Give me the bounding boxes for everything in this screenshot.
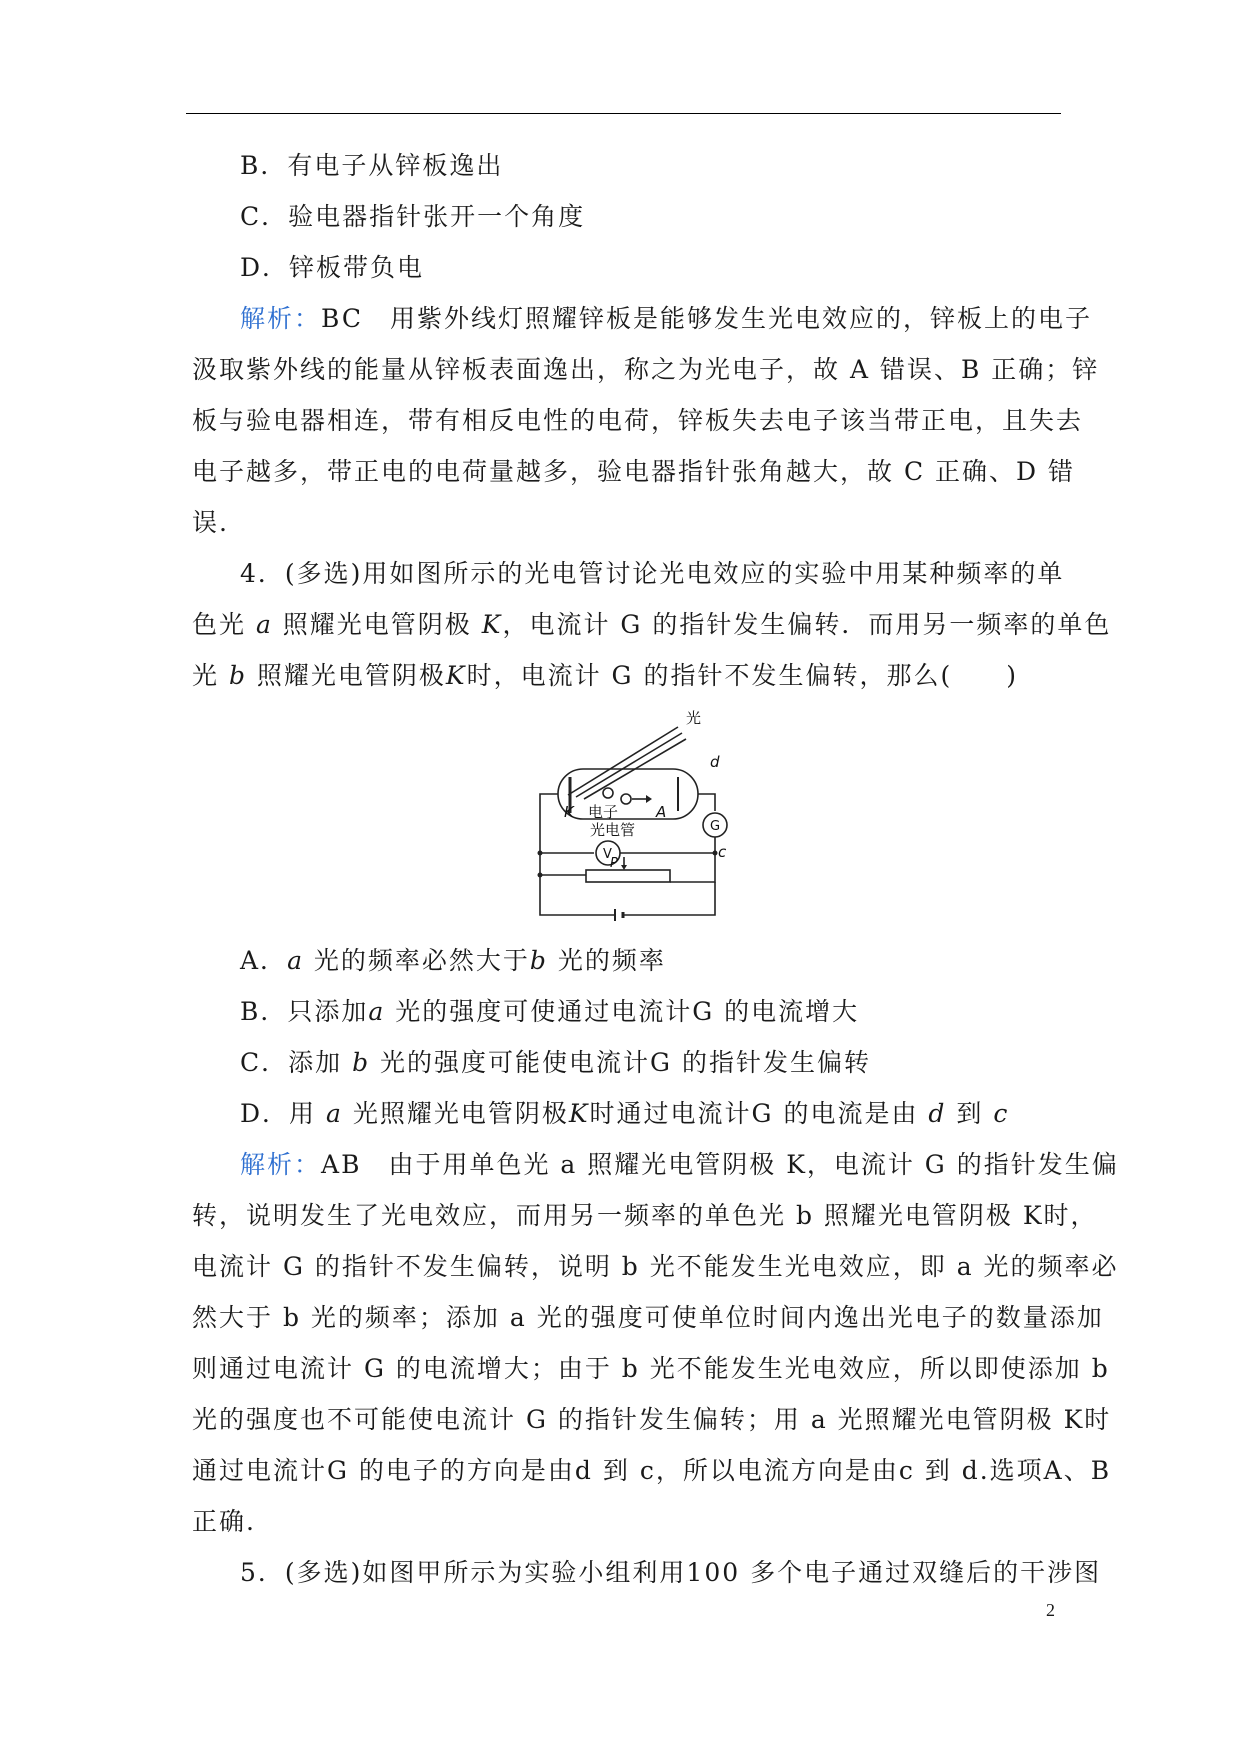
label-phototube: 光电管 — [590, 821, 636, 839]
q4-option-a: A．a 光的频率必然大于b 光的频率 — [240, 946, 666, 975]
label-d: d — [710, 753, 720, 771]
q4-option-c: C．添加 b 光的强度可能使电流计G 的指针发生偏转 — [240, 1048, 871, 1077]
q4-analysis-line: 正确. — [192, 1507, 256, 1536]
q3-option-b: B．有电子从锌板逸出 — [240, 151, 504, 180]
light-ray — [568, 727, 678, 795]
q4-option-d: D．用 a 光照耀光电管阴极K时通过电流计G 的电流是由 d 到 c — [240, 1099, 1010, 1128]
wire — [623, 882, 715, 915]
header-rule — [186, 113, 1061, 114]
page-number: 2 — [1046, 1600, 1055, 1620]
rheostat — [586, 870, 670, 882]
q3-analysis-line: 板与验电器相连，带有相反电性的电荷，锌板失去电子该当带正电，且失去 — [192, 406, 1084, 435]
wire — [540, 794, 586, 875]
phototube-circuit-figure — [192, 707, 1067, 927]
q3-option-d: D．锌板带负电 — [240, 253, 425, 282]
wire — [670, 837, 715, 882]
analysis-label: 解析： — [240, 304, 322, 333]
q4-analysis-line: 解析：AB 由于用单色光 a 照耀光电管阴极 K，电流计 G 的指针发生偏 — [240, 1150, 1119, 1179]
q3-analysis-line: 解析：BC 用紫外线灯照耀锌板是能够发生光电效应的，锌板上的电子 — [240, 304, 1092, 333]
q4-option-b: B．只添加a 光的强度可使通过电流计G 的电流增大 — [240, 997, 860, 1026]
q4-stem-line: 色光 a 照耀光电管阴极 K，电流计 G 的指针发生偏转．而用另一频率的单色 — [192, 610, 1112, 639]
q4-stem-line: 4．(多选)用如图所示的光电管讨论光电效应的实验中用某种频率的单 — [240, 559, 1065, 588]
electron-symbol — [603, 788, 613, 798]
q3-option-c: C．验电器指针张开一个角度 — [240, 202, 586, 231]
label-p: P — [610, 856, 618, 871]
wire — [540, 875, 615, 915]
label-light: 光 — [686, 709, 702, 727]
q5-stem-line: 5．(多选)如图甲所示为实验小组利用100 多个电子通过双缝后的干涉图 — [240, 1558, 1102, 1587]
wire — [698, 794, 715, 811]
q4-analysis-line: 光的强度也不可能使电流计 G 的指针发生偏转；用 a 光照耀光电管阴极 K时 — [192, 1405, 1112, 1434]
q3-analysis-line: 电子越多，带正电的电荷量越多，验电器指针张角越大，故 C 正确、D 错 — [192, 457, 1076, 486]
electron-symbol — [621, 794, 631, 804]
q3-analysis-line: 汲取紫外线的能量从锌板表面逸出，称之为光电子，故 A 错误、B 正确；锌 — [192, 355, 1100, 384]
label-electron: 电子 — [588, 803, 619, 821]
label-c: c — [718, 843, 727, 861]
page-content — [192, 140, 1119, 1598]
q4-analysis-line: 电流计 G 的指针不发生偏转，说明 b 光不能发生光电效应，即 a 光的频率必 — [192, 1252, 1119, 1281]
q4-analysis-line: 转，说明发生了光电效应，而用另一频率的单色光 b 照耀光电管阴极 K时， — [192, 1201, 1098, 1230]
label-a: A — [656, 803, 667, 821]
light-ray — [576, 733, 682, 797]
q4-analysis-line: 通过电流计G 的电子的方向是由d 到 c，所以电流方向是由c 到 d.选项A、B — [192, 1456, 1112, 1485]
label-g: G — [710, 819, 721, 834]
analysis-label: 解析： — [240, 1150, 322, 1179]
q4-analysis-line: 然大于 b 光的频率；添加 a 光的强度可使单位时间内逸出光电子的数量添加 — [192, 1303, 1104, 1332]
label-k: K — [564, 803, 574, 821]
q4-analysis-line: 则通过电流计 G 的电流增大；由于 b 光不能发生光电效应，所以即使添加 b — [192, 1354, 1110, 1383]
circuit-diagram — [528, 707, 728, 927]
q3-analysis-line: 误. — [192, 508, 229, 537]
q4-stem-line: 光 b 照耀光电管阴极K时，电流计 G 的指针不发生偏转，那么( ) — [192, 661, 1018, 690]
label-v: V — [603, 847, 612, 862]
